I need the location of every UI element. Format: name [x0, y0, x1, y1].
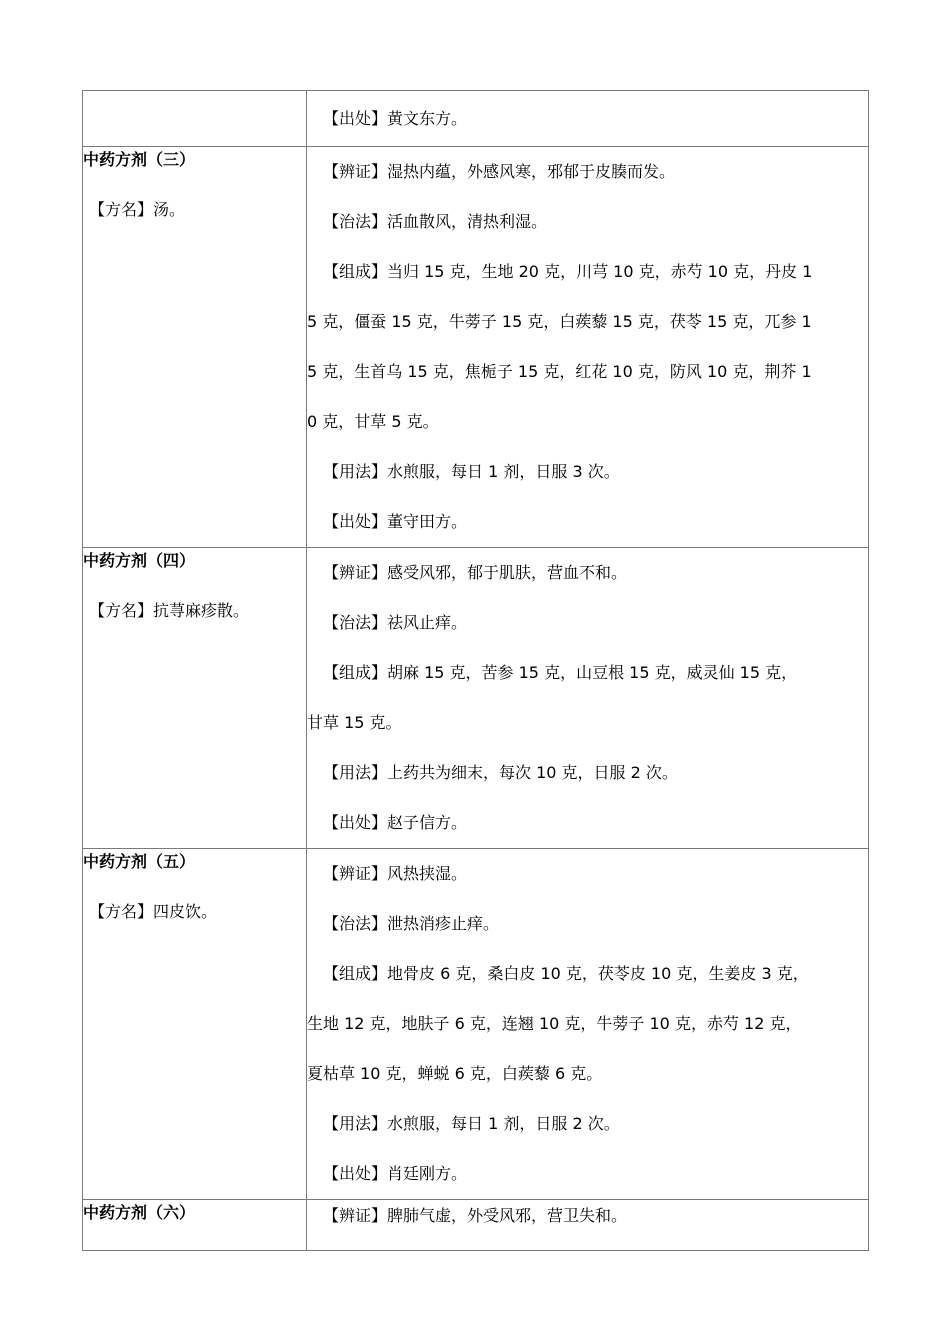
treatment-line: 【治法】泄热消疹止痒。: [323, 914, 500, 933]
prescription-detail-cell: [307, 1200, 869, 1251]
prescription-detail-cell: [307, 849, 869, 1200]
prescription-name-cell: [83, 147, 307, 548]
prescription-detail-cell: [307, 91, 869, 147]
syndrome-line: 【辨证】脾肺气虚，外受风邪，营卫失和。: [323, 1206, 628, 1225]
source-line: 【出处】黄文东方。: [323, 109, 468, 128]
syndrome-line: 【辨证】湿热内蕴，外感风寒，邪郁于皮腠而发。: [323, 162, 676, 181]
prescription-name-cell: [83, 849, 307, 1200]
usage-line: 【用法】水煎服，每日 1 剂，日服 3 次。: [323, 462, 620, 481]
table-row: [83, 1200, 869, 1251]
syndrome-line: 【辨证】风热挟湿。: [323, 864, 468, 883]
syndrome-line: 【辨证】感受风邪，郁于肌肤，营血不和。: [323, 563, 628, 582]
composition-line-continued: 甘草 15 克。: [307, 713, 402, 732]
table-row: [83, 147, 869, 548]
prescription-detail-cell: [307, 147, 869, 548]
composition-line: 【组成】当归 15 克，生地 20 克，川芎 10 克，赤芍 10 克，丹皮 1: [323, 262, 813, 281]
prescription-name-cell: [83, 91, 307, 147]
prescription-detail-cell: [307, 548, 869, 849]
table-row: [83, 548, 869, 849]
composition-line: 【组成】胡麻 15 克，苦参 15 克，山豆根 15 克，威灵仙 15 克，: [323, 663, 798, 682]
usage-line: 【用法】水煎服，每日 1 剂，日服 2 次。: [323, 1114, 620, 1133]
source-line: 【出处】董守田方。: [323, 512, 468, 531]
prescription-name-cell: [83, 548, 307, 849]
prescription-table: [82, 90, 869, 1251]
prescription-title: 中药方剂（五）: [83, 852, 196, 871]
prescription-title: 中药方剂（六）: [83, 1203, 196, 1222]
source-line: 【出处】赵子信方。: [323, 813, 468, 832]
prescription-title: 中药方剂（四）: [83, 551, 196, 570]
composition-line-continued: 5 克，僵蚕 15 克，牛蒡子 15 克，白蒺藜 15 克，茯苓 15 克，兀参 1: [307, 312, 812, 331]
composition-line-continued: 5 克，生首乌 15 克，焦栀子 15 克，红花 10 克，防风 10 克，荆芥 1: [307, 362, 812, 381]
composition-line-continued: 0 克，甘草 5 克。: [307, 412, 439, 431]
composition-line-continued: 夏枯草 10 克，蝉蜕 6 克，白蒺藜 6 克。: [307, 1064, 603, 1083]
prescription-formula-name: 【方名】汤。: [89, 200, 186, 219]
prescription-formula-name: 【方名】抗荨麻疹散。: [89, 601, 250, 620]
composition-line: 【组成】地骨皮 6 克，桑白皮 10 克，茯苓皮 10 克，生姜皮 3 克，: [323, 964, 809, 983]
prescription-formula-name: 【方名】四皮饮。: [89, 902, 218, 921]
usage-line: 【用法】上药共为细末，每次 10 克，日服 2 次。: [323, 763, 678, 782]
prescription-name-cell: [83, 1200, 307, 1251]
composition-line-continued: 生地 12 克，地肤子 6 克，连翘 10 克，牛蒡子 10 克，赤芍 12 克，: [307, 1014, 802, 1033]
source-line: 【出处】肖廷刚方。: [323, 1164, 468, 1183]
prescription-title: 中药方剂（三）: [83, 150, 196, 169]
table-row: [83, 91, 869, 147]
treatment-line: 【治法】祛风止痒。: [323, 613, 468, 632]
table-row: [83, 849, 869, 1200]
treatment-line: 【治法】活血散风，清热利湿。: [323, 212, 548, 231]
